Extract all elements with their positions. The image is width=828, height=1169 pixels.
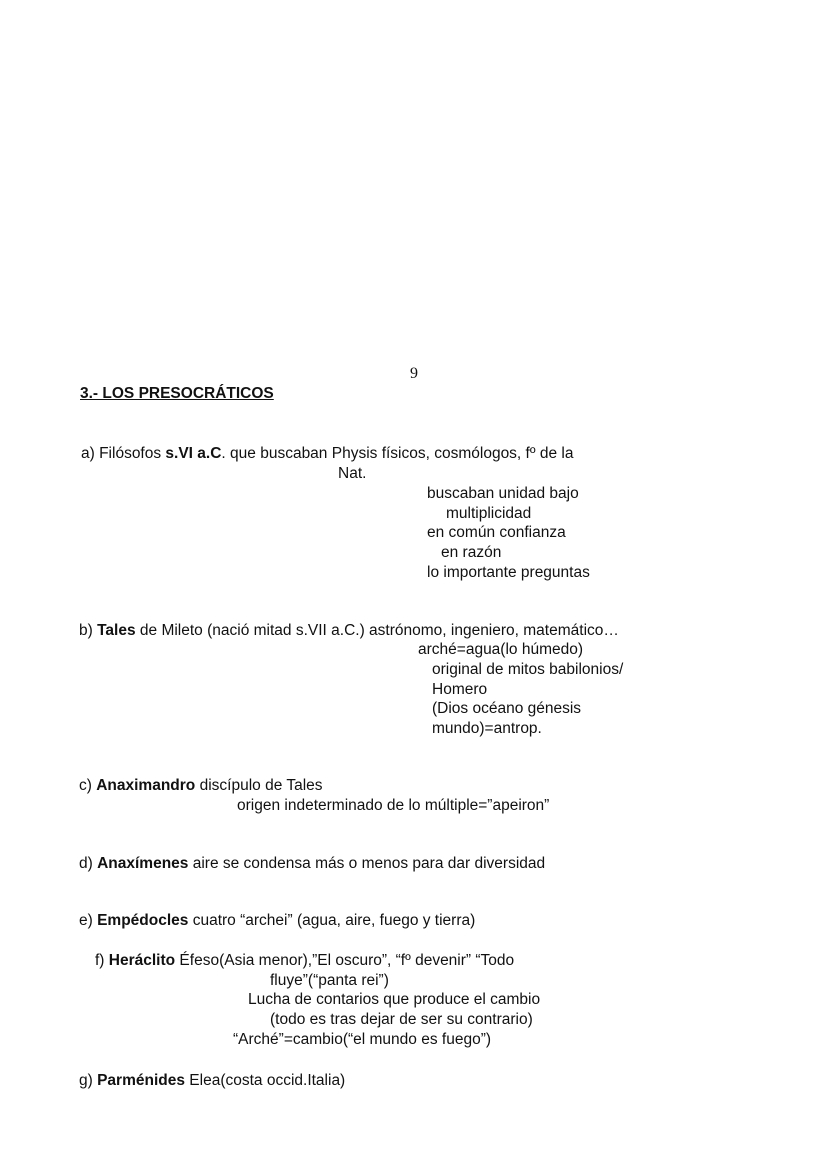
section-title: 3.- LOS PRESOCRÁTICOS (80, 385, 274, 402)
item-c-line-1: c) Anaximandro discípulo de Tales (79, 777, 323, 794)
item-f-line-4: (todo es tras dejar de ser su contrario) (270, 1011, 533, 1028)
item-b-line-4: Homero (432, 681, 488, 698)
item-f-line-1: f) Heráclito Éfeso(Asia menor),”El oscuro”, “fº devenir” “Todo (95, 952, 515, 969)
item-g-line-1: g) Parménides Elea(costa occid.Italia) (79, 1072, 346, 1089)
item-f-line-2: fluye”(“panta rei”) (270, 972, 389, 989)
item-a-line-5: en común confianza (427, 524, 566, 541)
item-b-line-6: mundo)=antrop. (432, 720, 542, 737)
item-a-line-7: lo importante preguntas (427, 564, 590, 581)
item-b-line-1: b) Tales de Mileto (nació mitad s.VII a.C.) astrónomo, ingeniero, matemático… (79, 622, 619, 639)
item-a-line-6: en razón (441, 544, 502, 561)
page-number: 9 (410, 365, 418, 382)
item-a-line-2: Nat. (338, 465, 367, 482)
item-a-line-4: multiplicidad (446, 505, 532, 522)
item-f-line-5: “Arché”=cambio(“el mundo es fuego”) (233, 1031, 492, 1048)
item-a-line-3: buscaban unidad bajo (427, 485, 579, 502)
item-e-line-1: e) Empédocles cuatro “archei” (agua, aire, fuego y tierra) (79, 912, 476, 929)
item-b-line-5: (Dios océano génesis (432, 700, 582, 717)
item-c-line-2: origen indeterminado de lo múltiple=”apeiron” (237, 797, 550, 814)
item-b-line-3: original de mitos babilonios/ (432, 661, 624, 678)
item-a-line-1: a) Filósofos s.VI a.C. que buscaban Physis físicos, cosmólogos, fº de la (81, 445, 574, 462)
item-f-line-3: Lucha de contarios que produce el cambio (248, 991, 541, 1008)
item-d-line-1: d) Anaxímenes aire se condensa más o menos para dar diversidad (79, 855, 546, 872)
item-b-line-2: arché=agua(lo húmedo) (418, 641, 584, 658)
